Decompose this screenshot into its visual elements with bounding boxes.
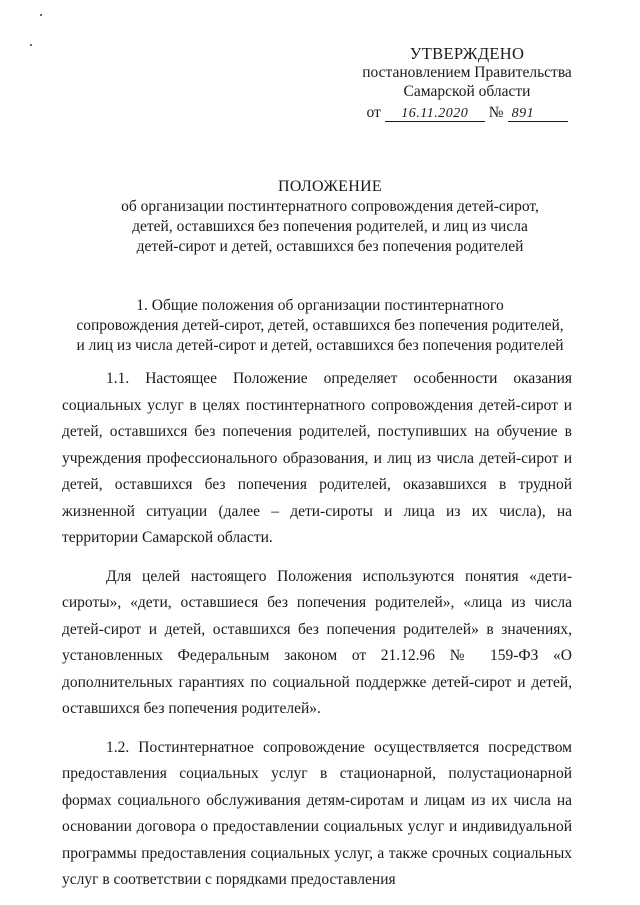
title-line: детей-сирот и детей, оставшихся без попечения родителей bbox=[136, 238, 524, 255]
date-prefix: от bbox=[366, 104, 381, 121]
section-heading-line: сопровождения детей-сирот, детей, оставшихся без попечения родителей, bbox=[76, 317, 564, 334]
document-body bbox=[62, 366, 572, 894]
title-heading: ПОЛОЖЕНИЕ bbox=[277, 178, 382, 195]
title-line: детей, оставшихся без попечения родителей, и лиц из числа bbox=[132, 218, 528, 235]
scan-speck bbox=[40, 14, 42, 16]
section-heading-line: 1. Общие положения об организации постинтернатного bbox=[136, 297, 504, 314]
approval-region: Самарской области bbox=[403, 83, 531, 100]
title-line: об организации постинтернатного сопровождения детей-сирот, bbox=[121, 198, 539, 215]
approval-authority: постановлением Правительства bbox=[362, 64, 572, 81]
paragraph-definitions: Для целей настоящего Положения используются понятия «дети-сироты», «дети, оставшиеся без попечения родителей», «лица из числа детей-сирот и детей, оставшихся без попечения родителей» в значениях, установленных Федеральным законом от 21.12.96 № 159-ФЗ «О дополнительных гарантиях по социальной поддержке детей-сирот и детей, оставшихся без попечения родителей». bbox=[62, 567, 572, 717]
scan-speck bbox=[30, 44, 32, 46]
approval-block bbox=[352, 44, 582, 122]
approval-date-line bbox=[352, 103, 582, 122]
document-title bbox=[80, 177, 580, 257]
section-heading-line: и лиц из числа детей-сирот и детей, оставшихся без попечения родителей bbox=[76, 337, 564, 354]
paragraph-1-1: 1.1. Настоящее Положение определяет особенности оказания социальных услуг в целях постинтернатного сопровождения детей-сирот и детей, оставшихся без попечения родителей, поступивших на обучение в учреждения профессионального образования, и лиц из числа детей-сирот и детей, оставшихся без попечения родителей, оказавшихся в трудной жизненной ситуации (далее – дети-сироты и лица из их числа), на территории Самарской области. bbox=[62, 370, 572, 546]
handwritten-date: 16.11.2020 bbox=[385, 106, 485, 122]
approval-stamp: УТВЕРЖДЕНО bbox=[409, 44, 525, 63]
number-prefix: № bbox=[488, 104, 504, 121]
section-heading bbox=[62, 296, 578, 356]
paragraph-1-2: 1.2. Постинтернатное сопровождение осуществляется посредством предоставления социальных услуг в стационарной, полустационарной формах социального обслуживания детям-сиротам и лицам из их числа на основании договора о предоставлении социальных услуг и индивидуальной программы предоставления социальных услуг, а также срочных социальных услуг в соответствии с порядками предоставления bbox=[62, 738, 572, 888]
handwritten-number: 891 bbox=[508, 106, 568, 122]
